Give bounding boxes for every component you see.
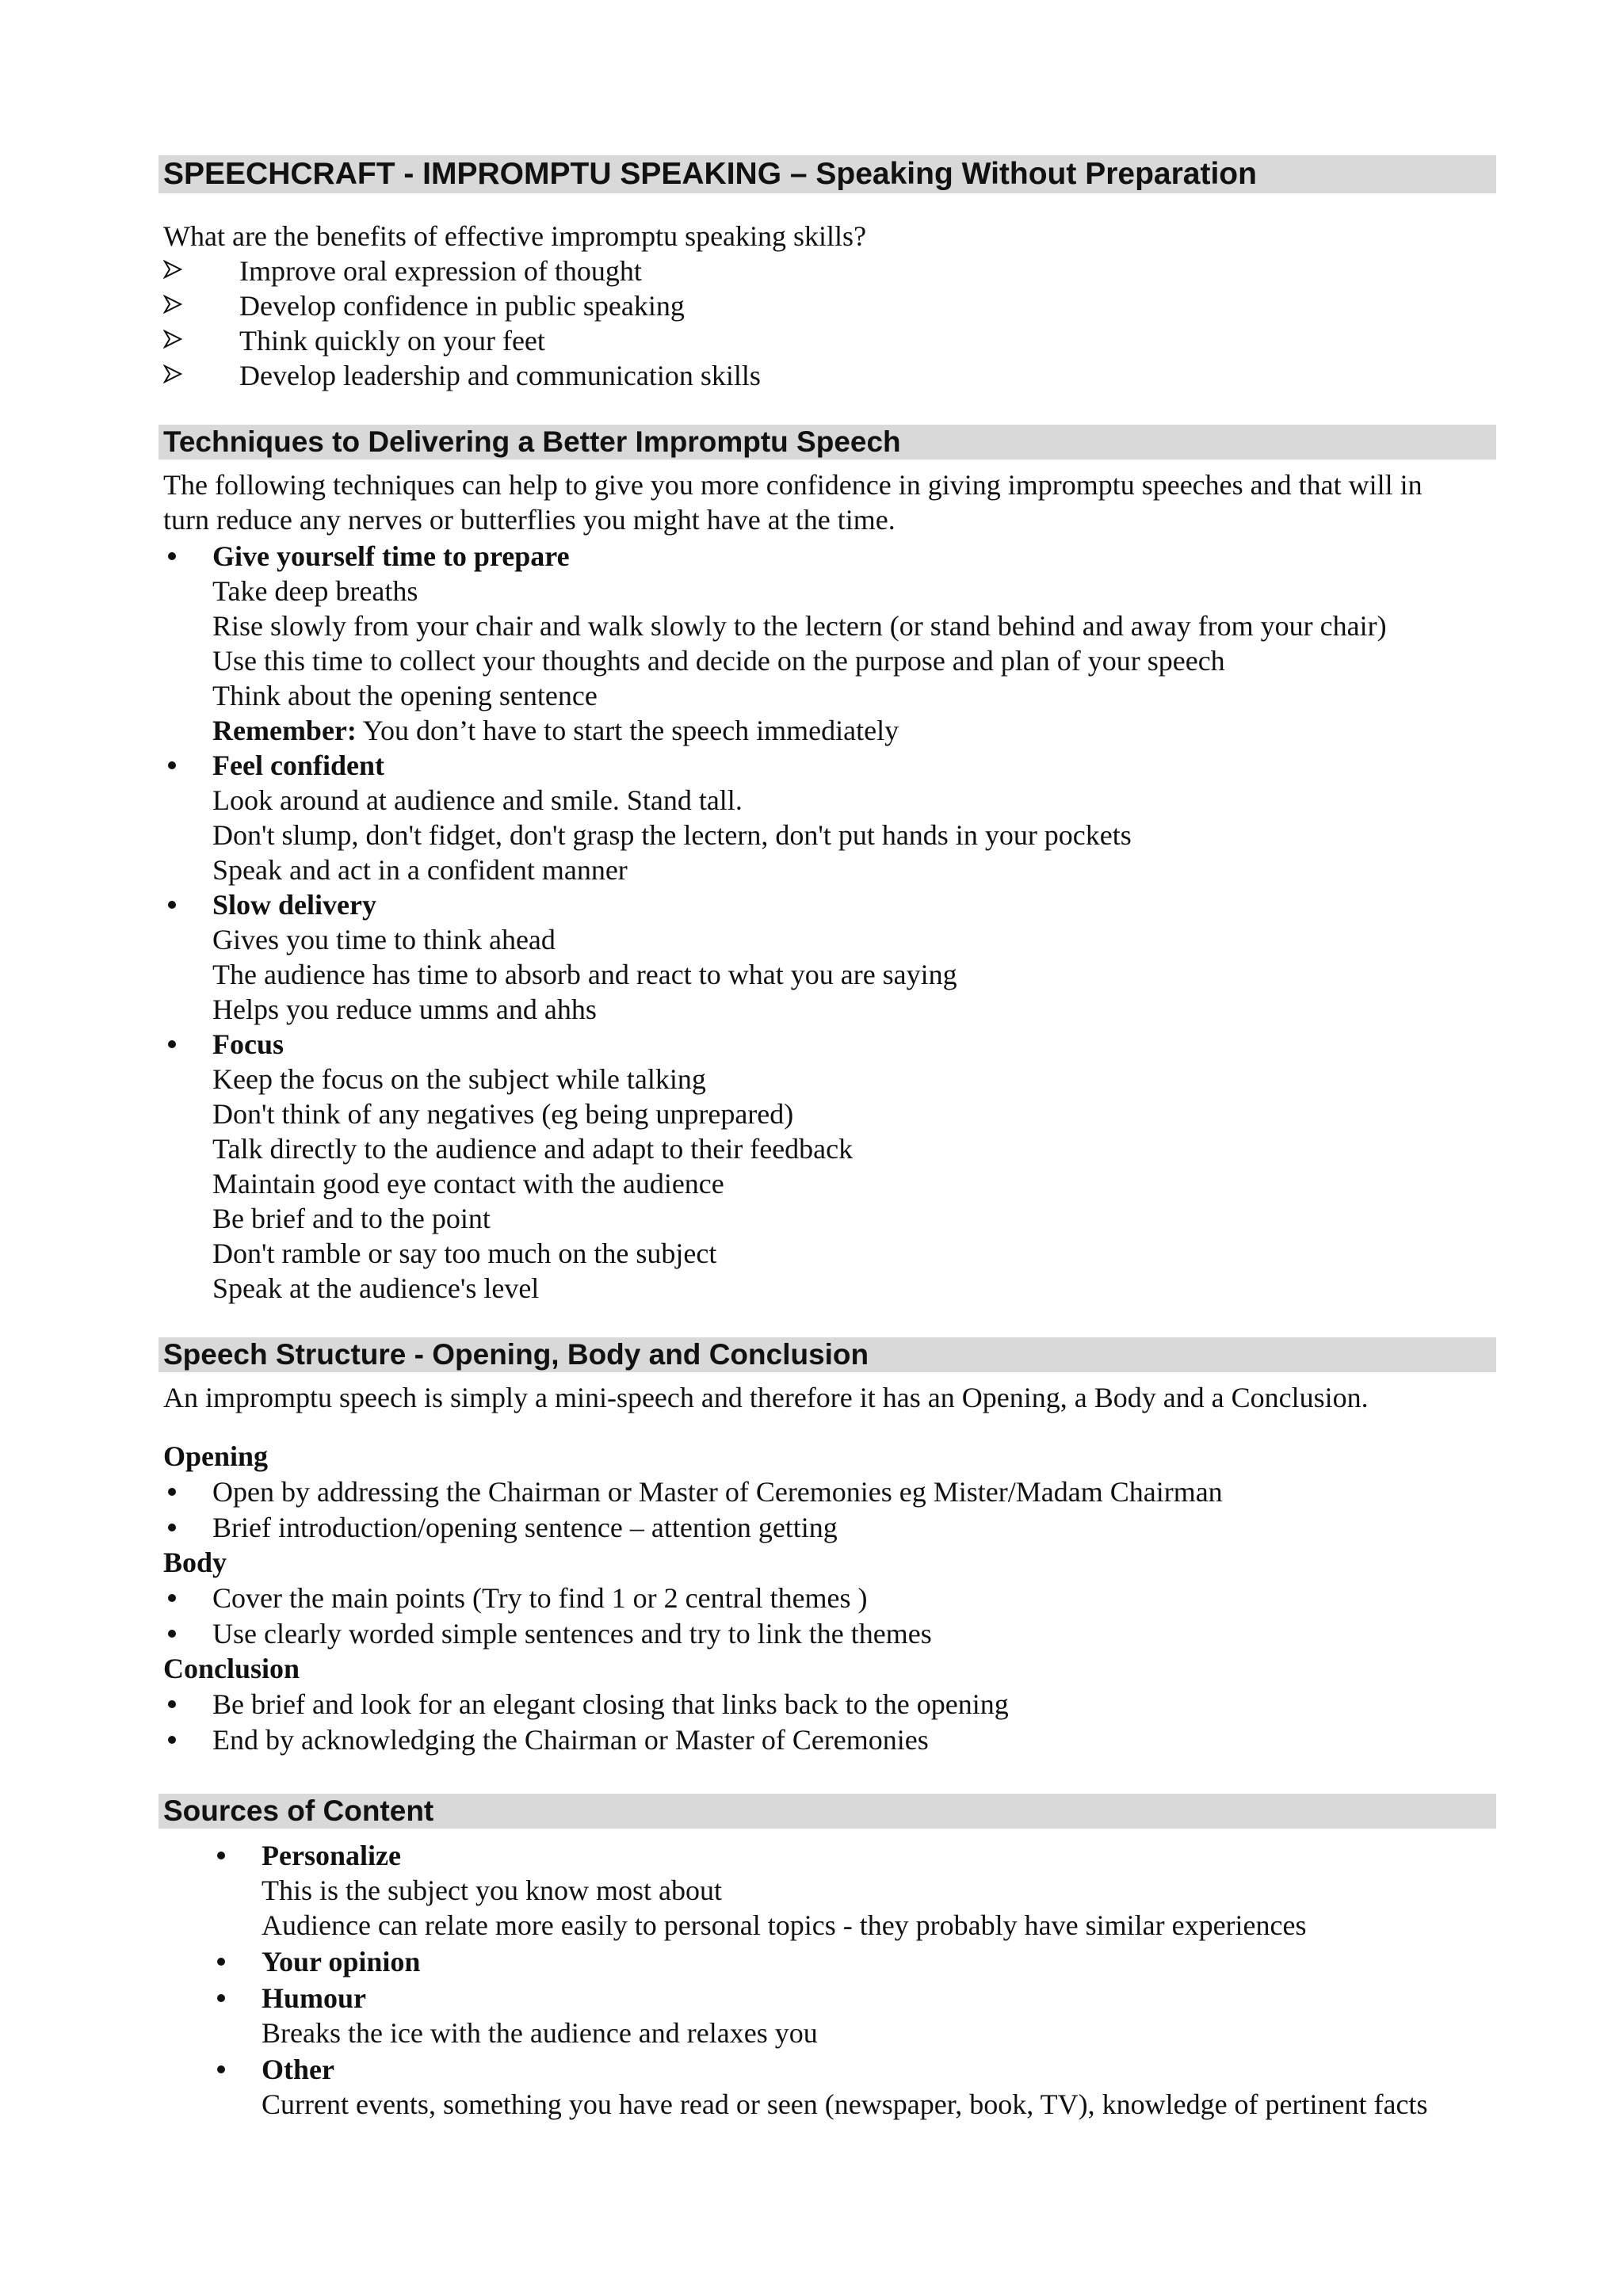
bullet-dot-icon [217,1958,225,1966]
technique-title: Give yourself time to prepare [212,540,570,572]
remember-note [212,713,899,748]
technique-line: Look around at audience and smile. Stand tall. [212,784,743,816]
bullet-dot-icon [168,1524,176,1531]
technique-line: Talk directly to the audience and adapt to their feedback [212,1133,854,1165]
benefit-item: Improve oral expression of thought [239,255,642,287]
techniques-intro-line: The following techniques can help to give you more confidence in giving impromptu speeches and that will in [163,469,1423,501]
body-label: Body [163,1547,227,1578]
remember-text: You don’t have to start the speech immediately [356,715,899,746]
bullet-dot-icon [168,901,176,909]
intro-question: What are the benefits of effective impromptu speaking skills? [163,220,867,252]
source-title: Humour [262,1982,367,2014]
source-title: Other [262,2054,334,2085]
arrow-bullet-icon [163,288,187,323]
conclusion-label: Conclusion [163,1653,300,1684]
bullet-dot-icon [168,1488,176,1496]
benefit-item: Think quickly on your feet [239,325,545,357]
bullet-dot-icon [168,552,176,560]
technique-line: Gives you time to think ahead [212,924,556,955]
opening-item: Open by addressing the Chairman or Master of Ceremonies eg Mister/Madam Chairman [212,1476,1223,1508]
conclusion-item: End by acknowledging the Chairman or Master of Ceremonies [212,1724,929,1756]
technique-title: Focus [212,1028,284,1060]
technique-line: Don't ramble or say too much on the subject [212,1238,717,1269]
technique-line: Maintain good eye contact with the audience [212,1168,724,1199]
body-item: Cover the main points (Try to find 1 or 2 central themes ) [212,1582,868,1614]
technique-line: Use this time to collect your thoughts and decide on the purpose and plan of your speech [212,645,1225,677]
arrow-bullet-icon [163,254,187,288]
source-line: Current events, something you have read or seen (newspaper, book, TV), knowledge of pertinent facts [262,2088,1428,2120]
bullet-dot-icon [217,2065,225,2073]
technique-title: Feel confident [212,749,384,781]
source-line: Audience can relate more easily to personal topics - they probably have similar experiences [262,1909,1307,1941]
bullet-dot-icon [168,1040,176,1048]
technique-line: Take deep breaths [212,575,418,607]
technique-line: Rise slowly from your chair and walk slowly to the lectern (or stand behind and away from your chair) [212,610,1387,642]
remember-label: Remember: [212,715,357,746]
bullet-dot-icon [168,1594,176,1602]
section-heading-sources: Sources of Content [158,1794,1496,1829]
technique-line: The audience has time to absorb and react to what you are saying [212,959,957,990]
opening-label: Opening [163,1440,269,1472]
source-line: Breaks the ice with the audience and relaxes you [262,2017,818,2049]
section-heading-techniques: Techniques to Delivering a Better Impromptu Speech [158,425,1496,460]
bullet-dot-icon [217,1994,225,2002]
conclusion-item: Be brief and look for an elegant closing that links back to the opening [212,1688,1009,1720]
document-title: SPEECHCRAFT - IMPROMPTU SPEAKING – Speaking Without Preparation [158,155,1496,193]
bullet-dot-icon [168,1700,176,1708]
bullet-dot-icon [217,1852,225,1859]
technique-line: Keep the focus on the subject while talking [212,1063,706,1095]
body-item: Use clearly worded simple sentences and try to link the themes [212,1618,932,1650]
technique-line: Don't think of any negatives (eg being unprepared) [212,1098,794,1130]
benefit-item: Develop leadership and communication skills [239,360,761,391]
technique-line: Speak at the audience's level [212,1272,540,1304]
opening-item: Brief introduction/opening sentence – attention getting [212,1512,838,1543]
arrow-bullet-icon [163,358,187,393]
arrow-bullet-icon [163,323,187,358]
bullet-dot-icon [168,761,176,769]
technique-line: Don't slump, don't fidget, don't grasp the lectern, don't put hands in your pockets [212,819,1132,851]
bullet-dot-icon [168,1630,176,1638]
source-title: Personalize [262,1840,401,1871]
technique-line: Speak and act in a confident manner [212,854,628,886]
section-heading-structure: Speech Structure - Opening, Body and Conclusion [158,1337,1496,1372]
source-title: Your opinion [262,1946,421,1978]
bullet-dot-icon [168,1736,176,1744]
technique-line: Think about the opening sentence [212,680,598,711]
source-line: This is the subject you know most about [262,1875,722,1906]
technique-line: Be brief and to the point [212,1203,491,1234]
technique-line: Helps you reduce umms and ahhs [212,994,597,1025]
structure-intro: An impromptu speech is simply a mini-speech and therefore it has an Opening, a Body and a Conclusion. [163,1382,1369,1413]
technique-title: Slow delivery [212,889,376,921]
benefit-item: Develop confidence in public speaking [239,290,685,322]
techniques-intro-line: turn reduce any nerves or butterflies you might have at the time. [163,504,896,536]
